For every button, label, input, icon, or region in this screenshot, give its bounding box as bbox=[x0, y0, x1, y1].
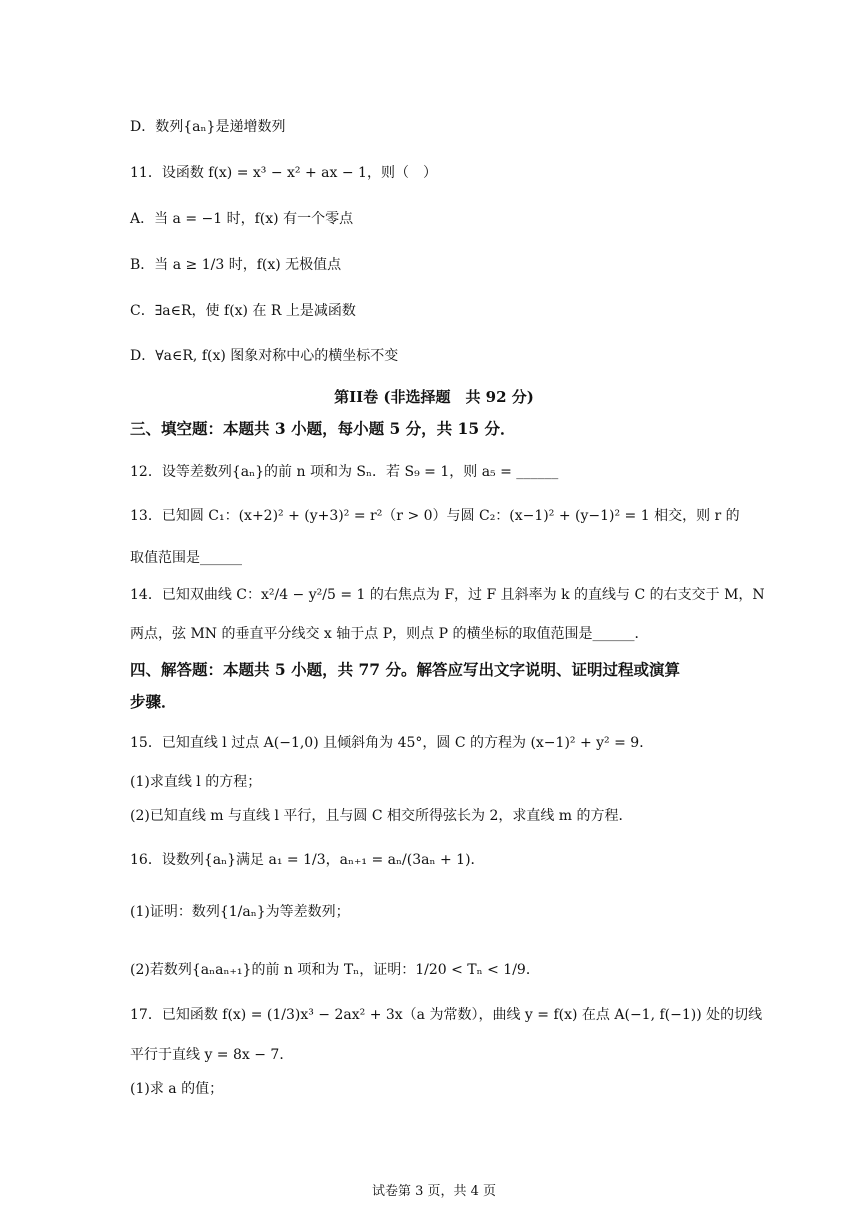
question-17-part1: (1)求 a 的值； bbox=[130, 1081, 224, 1097]
question-11: 11．设函数 f(x) = x³ − x² + ax − 1，则（ ） bbox=[130, 165, 437, 181]
question-16-part1: (1)证明：数列{1/aₙ}为等差数列； bbox=[130, 904, 350, 920]
question-15: 15．已知直线 l 过点 A(−1,0) 且倾斜角为 45°，圆 C 的方程为 (x−1)² + y² = 9． bbox=[130, 735, 654, 751]
option-10d: D．数列{aₙ}是递增数列 bbox=[130, 119, 286, 135]
section-4-heading-cont: 步骤． bbox=[130, 692, 177, 711]
question-13: 13．已知圆 C₁：(x+2)² + (y+3)² = r²（r > 0）与圆 C₂：(x−1)² + (y−1)² = 1 相交，则 r 的 bbox=[130, 508, 740, 524]
option-11a: A．当 a = −1 时，f(x) 有一个零点 bbox=[130, 211, 354, 227]
question-16-part2: (2)若数列{aₙaₙ₊₁}的前 n 项和为 Tₙ，证明：1/20 < Tₙ < 1/9． bbox=[130, 962, 540, 978]
question-12: 12．设等差数列{aₙ}的前 n 项和为 Sₙ．若 S₉ = 1，则 a₅ = ______ bbox=[130, 464, 559, 480]
question-14: 14．已知双曲线 C：x²/4 − y²/5 = 1 的右焦点为 F，过 F 且斜率为 k 的直线与 C 的右支交于 M，N bbox=[130, 587, 765, 603]
part-ii-title: 第II卷 (非选择题 共 92 分) bbox=[334, 388, 534, 406]
question-14-cont: 两点，弦 MN 的垂直平分线交 x 轴于点 P，则点 P 的横坐标的取值范围是______． bbox=[130, 626, 649, 642]
question-17: 17．已知函数 f(x) = (1/3)x³ − 2ax² + 3x（a 为常数），曲线 y = f(x) 在点 A(−1, f(−1)) 处的切线 bbox=[130, 1007, 763, 1023]
question-13-cont: 取值范围是______ bbox=[130, 550, 242, 566]
question-16: 16．设数列{aₙ}满足 a₁ = 1/3，aₙ₊₁ = aₙ/(3aₙ + 1)． bbox=[130, 852, 485, 868]
question-17-cont: 平行于直线 y = 8x − 7． bbox=[130, 1047, 294, 1063]
question-15-part2: (2)已知直线 m 与直线 l 平行，且与圆 C 相交所得弦长为 2，求直线 m 的方程． bbox=[130, 808, 633, 824]
option-11b: B．当 a ≥ 1/3 时，f(x) 无极值点 bbox=[130, 257, 342, 273]
question-15-part1: (1)求直线 l 的方程； bbox=[130, 774, 262, 790]
section-4-heading: 四、解答题：本题共 5 小题，共 77 分。解答应写出文字说明、证明过程或演算 bbox=[130, 660, 680, 679]
option-11d: D．∀a∈R, f(x) 图象对称中心的横坐标不变 bbox=[130, 348, 399, 364]
section-3-heading: 三、填空题：本题共 3 小题，每小题 5 分，共 15 分． bbox=[130, 419, 516, 438]
option-11c: C．∃a∈R，使 f(x) 在 R 上是减函数 bbox=[130, 303, 356, 319]
page-footer: 试卷第 3 页，共 4 页 bbox=[371, 1184, 497, 1199]
